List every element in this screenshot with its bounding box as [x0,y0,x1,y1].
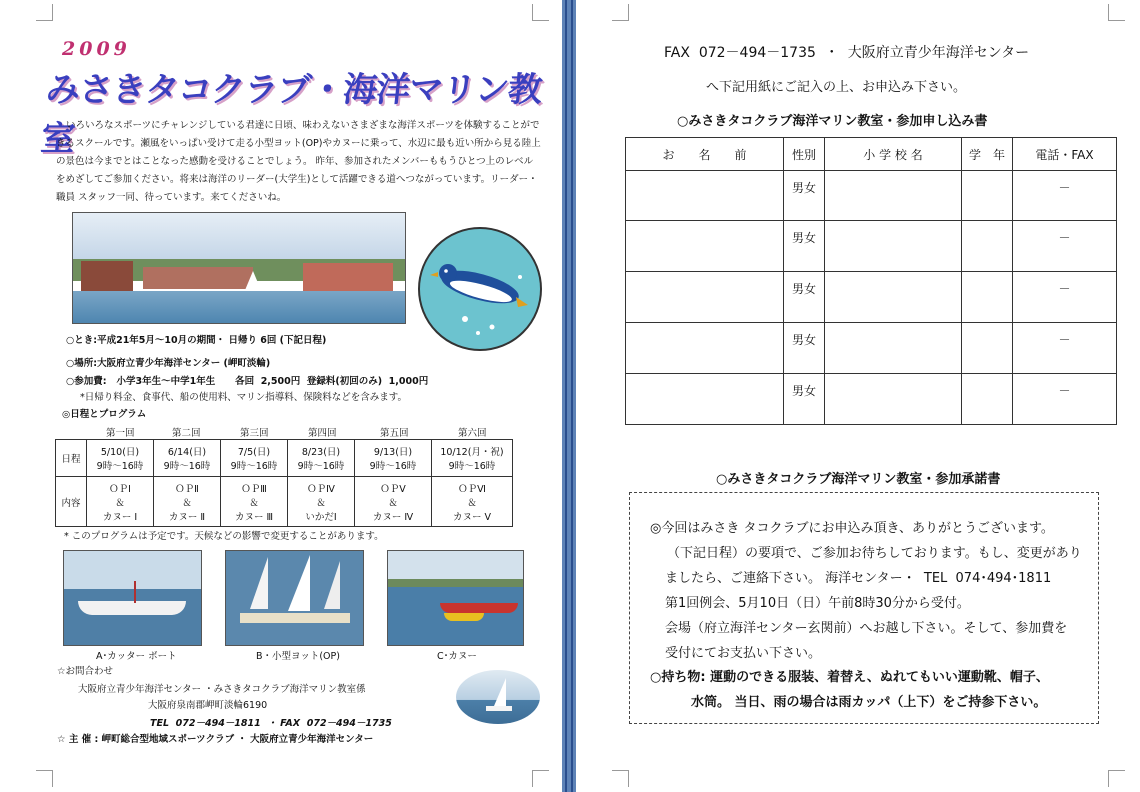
consent-line: 受付にてお支払い下さい。 [665,646,822,661]
program-cell: ＯＰⅤ ＆ カヌー Ⅳ [355,477,432,527]
school-cell[interactable] [825,272,962,323]
row-label: 内容 [56,477,87,527]
schedule-date-cell: 10/12(月・祝) 9時～16時 [432,440,513,477]
name-cell[interactable] [626,323,784,374]
gender-cell[interactable]: 男女 [784,221,825,272]
table-header: 性別 [784,138,825,171]
crop-mark [36,4,53,21]
table-header: 電話・FAX [1013,138,1117,171]
phone-cell[interactable]: － [1013,374,1117,425]
photo-caption: B・小型ヨット(OP) [256,651,340,662]
name-cell[interactable] [626,221,784,272]
grade-cell[interactable] [962,323,1013,374]
crop-mark [36,770,53,787]
phone-cell[interactable]: － [1013,171,1117,221]
info-fee: ○参加費: 小学3年生～中学1年生 各回 2,500円 登録料(初回のみ) 1,000円 [66,376,429,387]
row-label: 日程 [56,440,87,477]
session-header: 第四回 [308,428,337,439]
gender-cell[interactable]: 男女 [784,374,825,425]
penguin-illustration [418,227,542,351]
flyer-title: みさきタコクラブ・海洋マリン教室 [38,70,544,159]
info-fee-note: *日帰り料金、食事代、船の使用料、マリン指導料、保険料などを含みます。 [80,392,407,403]
small-yacht-photo [225,550,364,646]
contact-heading: ☆お問合わせ [57,666,114,677]
sailboat-oval-photo [456,670,540,724]
phone-cell[interactable]: － [1013,323,1117,374]
table-header: お 名 前 [626,138,784,171]
consent-line: （下記日程）の要項で、ご参加お待ちしております。もし、変更があり [667,546,1082,561]
contact-organization: 大阪府立青少年海洋センター ・みさきタコクラブ海洋マリン教室係 [78,684,366,695]
schedule-table [55,439,513,527]
schedule-date-cell: 8/23(日) 9時～16時 [288,440,355,477]
schedule-date-cell: 9/13(日) 9時～16時 [355,440,432,477]
contact-phone: TEL 072－494－1811 ・ FAX 072－494－1735 [150,718,392,729]
schedule-note: * このプログラムは予定です。天候などの影響で変更することがあります。 [64,531,384,542]
school-cell[interactable] [825,323,962,374]
table-header: 小 学 校 名 [825,138,962,171]
instruction-line: へ下記用紙にご記入の上、お申込み下さい。 [706,80,967,95]
schedule-date-cell: 6/14(日) 9時～16時 [154,440,221,477]
phone-cell[interactable]: － [1013,272,1117,323]
page-gutter [562,0,576,792]
flyer-page [0,0,562,792]
program-cell: ＯＰⅥ ＆ カヌー Ⅴ [432,477,513,527]
application-table [625,137,1117,425]
belongings-line: ○持ち物: 運動のできる服装、着替え、ぬれてもいい運動靴、帽子、 [650,670,1049,685]
table-row [626,221,1117,272]
contact-address: 大阪府泉南郡岬町淡輪6190 [148,700,268,711]
session-header: 第六回 [458,428,487,439]
grade-cell[interactable] [962,374,1013,425]
session-header: 第二回 [172,428,201,439]
schedule-date-cell: 7/5(日) 9時～16時 [221,440,288,477]
crop-mark [532,770,549,787]
phone-cell[interactable]: － [1013,221,1117,272]
info-when: ○とき:平成21年5月～10月の期間・ 日帰り 6回 (下記日程) [66,335,327,346]
school-cell[interactable] [825,374,962,425]
harbor-photo [72,212,406,324]
table-row [626,272,1117,323]
gender-cell[interactable]: 男女 [784,323,825,374]
grade-cell[interactable] [962,171,1013,221]
program-cell: ＯＰⅡ ＆ カヌー Ⅱ [154,477,221,527]
year-heading: 2009 [62,38,131,60]
consent-line: 第1回例会、5月10日（日）午前8時30分から受付。 [665,596,970,611]
application-form-title: ○みさきタコクラブ海洋マリン教室・参加申し込み書 [677,114,988,129]
cutter-boat-photo [63,550,202,646]
table-row [626,323,1117,374]
grade-cell[interactable] [962,272,1013,323]
table-row [626,171,1117,221]
grade-cell[interactable] [962,221,1013,272]
fax-line: FAX 072－494－1735 ・ 大阪府立青少年海洋センター [664,45,1030,61]
consent-line: 会場（府立海洋センター玄関前）へお越し下さい。そして、参加費を [665,621,1068,636]
session-header: 第一回 [106,428,135,439]
program-cell: ＯＰⅣ ＆ いかだⅠ [288,477,355,527]
photo-caption: A･カッター ボート [96,651,177,662]
table-row [626,374,1117,425]
gender-cell[interactable]: 男女 [784,171,825,221]
gender-cell[interactable]: 男女 [784,272,825,323]
table-header: 学 年 [962,138,1013,171]
schedule-date-cell: 5/10(日) 9時～16時 [87,440,154,477]
canoe-photo [387,550,524,646]
crop-mark [1108,4,1125,21]
info-place: ○場所:大阪府立青少年海洋センター (岬町淡輪) [66,358,271,369]
name-cell[interactable] [626,374,784,425]
school-cell[interactable] [825,171,962,221]
crop-mark [532,4,549,21]
consent-title: ○みさきタコクラブ海洋マリン教室・参加承諾書 [716,472,1001,487]
session-header: 第三回 [240,428,269,439]
school-cell[interactable] [825,221,962,272]
name-cell[interactable] [626,272,784,323]
consent-line: ましたら、ご連絡下さい。 海洋センター・ TEL 074･494･1811 [665,571,1052,586]
belongings-line: 水筒。 当日、雨の場合は雨カッパ（上下）をご持参下さい。 [691,695,1047,710]
name-cell[interactable] [626,171,784,221]
intro-paragraph: いろいろなスポーツにチャレンジしている君達に日頃、味わえないさまざまな海洋スポーツを体験することができるスクールです。瀬風をいっぱい受けて走る小型ヨット(OP)やカヌーに乗って、水辺に最も近い所から見る陸上の景色は今までとはことなった感動を受けることでしょう。 昨年、参加されたメンバーももうひとつ上のレベルをめざしてご参加ください。将来は海洋のリーダー(大学生)として活躍できる道へつながっています。リーダー・職員 スタッフ一同、待っています。来てくださいね。 [56,120,541,203]
crop-mark [1108,770,1125,787]
session-header: 第五回 [380,428,409,439]
program-cell: ＯＰⅠ ＆ カヌー Ⅰ [87,477,154,527]
consent-line: ◎今回はみさき タコクラブにお申込み頂き、ありがとうございます。 [650,521,1054,536]
program-cell: ＯＰⅢ ＆ カヌー Ⅲ [221,477,288,527]
organizer-line: ☆ 主 催 : 岬町総合型地域スポーツクラブ ・ 大阪府立青少年海洋センター [57,734,374,745]
crop-mark [612,770,629,787]
photo-caption: C･カヌー [437,651,477,662]
schedule-title: ◎日程とプログラム [62,409,147,420]
crop-mark [612,4,629,21]
